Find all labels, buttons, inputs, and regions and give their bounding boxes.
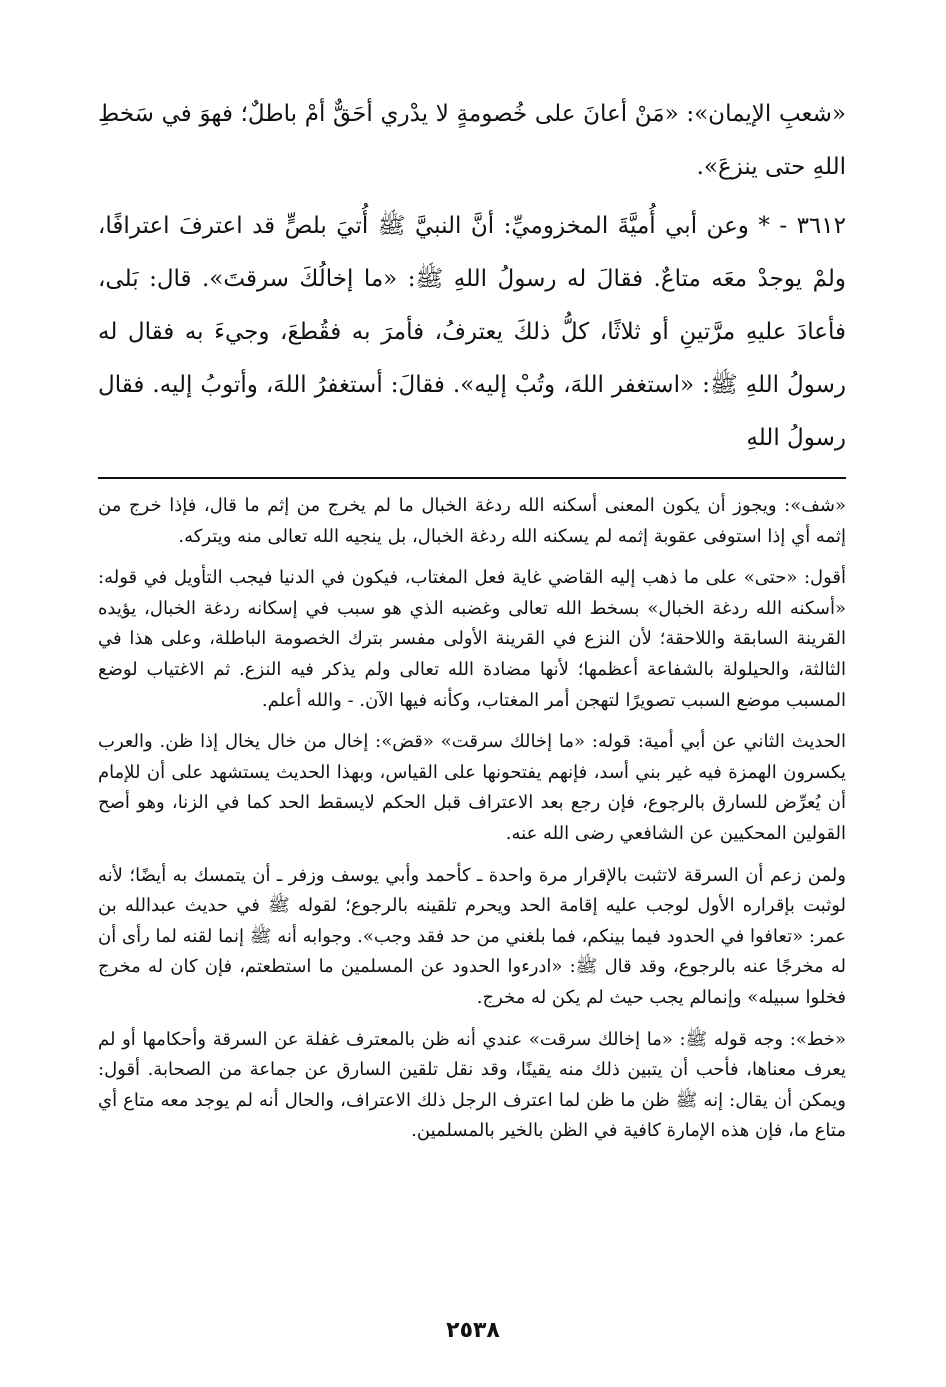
commentary-paragraph-4: ولمن زعم أن السرقة لاتثبت بالإقرار مرة واحدة ـ كأحمد وأبي يوسف وزفر ـ أن يتمسك به أيضًا؛ لأنه لوثبت بإقراره الأول لوجب عليه إقامة الحد ويحرم تلقينه بالرجوع؛ لقوله ﷺ في حديث عبدالله بن عمر: «تعافوا في الحدود فيما بينكم، فما بلغني من حد فقد وجب». وجوابه أنه ﷺ إنما لقنه لما رأى أن له مخرجًا عنه بالرجوع، وقد قال ﷺ: «ادرءوا الحدود عن المسلمين ما استطعتم، فإن كان له مخرج فخلوا سبيله» وإنمالم يجب حيث لم يكن له مخرج. xyxy=(98,864,846,1008)
commentary-paragraph-1: «شف»: ويجوز أن يكون المعنى أسكنه الله ردغة الخبال ما لم يخرج من إثم ما قال، فإذا خرج من إثمه أي إذا استوفى عقوبة إثمه لم يسكنه الله ردغة الخبال، بل ينجيه الله تعالى منه ويتركه. xyxy=(98,495,846,547)
page-number: ٢٥٣٨ xyxy=(446,1318,500,1343)
page-content xyxy=(98,88,846,1147)
hadith-paragraph-2: ٣٦١٢ - * وعن أبي أُميَّةَ المخزوميِّ: أنَّ النبيَّ ﷺ أُتيَ بلصٍّ قد اعترفَ اعترافًا، ولمْ يوجدْ معَه متاعٌ. فقالَ له رسولُ اللهِ ﷺ: «ما إخالُكَ سرقتَ». قال: بَلى، فأعادَ عليهِ مرَّتينِ أو ثلاثًا، كلُّ ذلكَ يعترفُ، فأمرَ به فقُطعَ، وجيءَ به فقال له رسولُ اللهِ ﷺ: «استغفر اللهَ، وتُبْ إليه». فقالَ: أستغفرُ اللهَ، وأتوبُ إليه. فقال رسولُ اللهِ xyxy=(98,213,846,451)
commentary-text xyxy=(98,491,846,1147)
commentary-paragraph-2: أقول: «حتى» على ما ذهب إليه القاضي غاية فعل المغتاب، فيكون في الدنيا فيجب التأويل في قوله: «أسكنه الله ردغة الخبال» بسخط الله تعالى وغضبه الذي هو سبب في إسكانه ردغة الخبال، يؤيده القرينة السابقة واللاحقة؛ لأن النزع في القرينة الأولى مفسر بترك الخصومة الباطلة، وعلى هذا في الثالثة، والحيلولة بالشفاعة أعظمها؛ لأنها مضادة الله تعالى ولم يذكر فيه النزع. ثم الاغتياب لوضع المسبب موضع السبب تصويرًا لتهجن أمر المغتاب، وكأنه فيها الآن. - والله أعلم. xyxy=(98,567,846,711)
hadith-paragraph-1: «شعبِ الإيمان»: «مَنْ أعانَ على خُصومةٍ لا يدْري أحَقٌّ أمْ باطلٌ؛ فهوَ في سَخطِ اللهِ حتى ينزعَ». xyxy=(98,101,846,180)
hadith-text xyxy=(98,88,846,465)
commentary-paragraph-5: «خط»: وجه قوله ﷺ: «ما إخالك سرقت» عندي أنه ظن بالمعترف غفلة عن السرقة وأحكامها أو لم يعرف معناها، فأحب أن يتبين ذلك منه يقينًا، وقد نقل تلقين السارق عن جماعة من الصحابة. أقول: ويمكن أن يقال: إنه ﷺ ظن ما ظن لما اعترف الرجل ذلك الاعتراف، والحال أنه لم يوجد معه متاع أي متاع ما، فإن هذه الإمارة كافية في الظن بالخير بالمسلمين. xyxy=(98,1028,846,1142)
footnote-divider xyxy=(98,477,846,479)
commentary-paragraph-3: الحديث الثاني عن أبي أمية: قوله: «ما إخالك سرقت» «قض»: إخال من خال يخال إذا ظن. والعرب يكسرون الهمزة فيه غير بني أسد، فإنهم يفتحونها على القياس، وبهذا الحديث يستشهد على أن للإمام أن يُعرِّض للسارق بالرجوع، فإن رجع بعد الاعتراف قبل الحكم لايسقط الحد كما في الزنا، وهو أصح القولين المحكيين عن الشافعي رضى الله عنه. xyxy=(98,731,846,844)
